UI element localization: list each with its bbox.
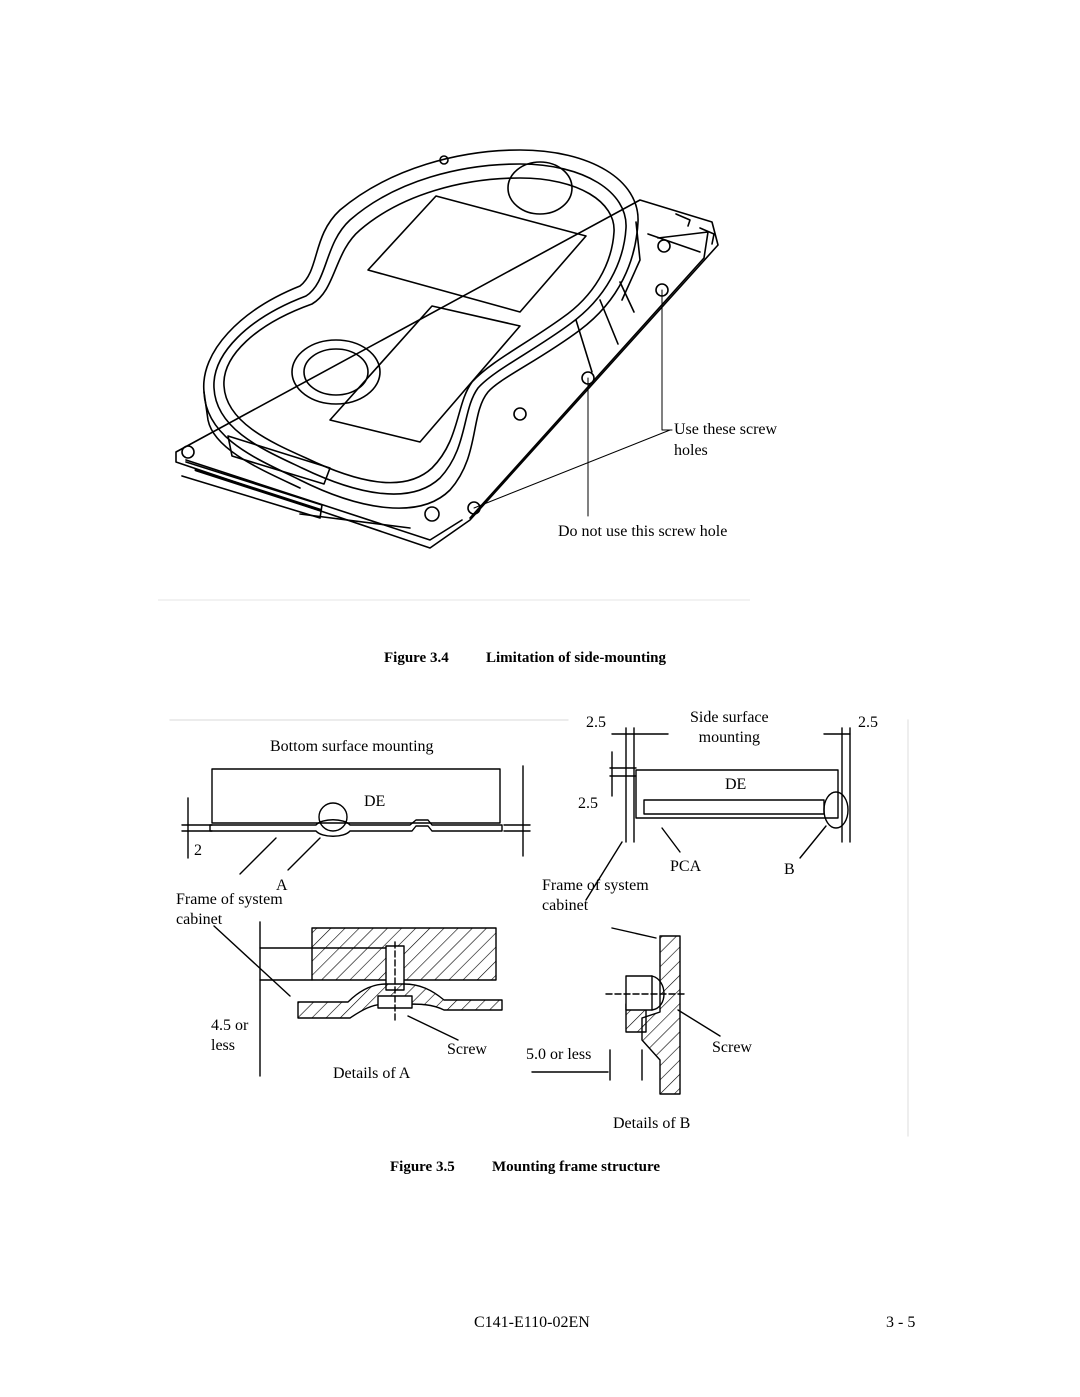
point-a-label: A — [276, 877, 288, 894]
bottom-surface-mounting-label: Bottom surface mounting — [270, 738, 434, 755]
dim-2-5-top-right: 2.5 — [858, 714, 878, 731]
details-of-b-label: Details of B — [613, 1115, 691, 1132]
screw-label-right: Screw — [712, 1039, 752, 1056]
side-surface-mounting-label: Side surface mounting — [690, 709, 769, 746]
dim-2-5-mid: 2.5 — [578, 795, 598, 812]
figure-3-5-caption: Figure 3.5 Mounting frame structure — [390, 1159, 661, 1175]
de-label-left: DE — [364, 793, 386, 810]
point-b-label: B — [784, 861, 795, 878]
dim-2-5-top-left: 2.5 — [586, 714, 606, 731]
dim-4-5-label: 4.5 or less — [211, 1017, 249, 1054]
dim-5-0-label: 5.0 or less — [526, 1046, 592, 1063]
details-of-a-label: Details of A — [333, 1065, 411, 1082]
screw-label-left: Screw — [447, 1041, 487, 1058]
dim-2-label: 2 — [194, 842, 202, 859]
do-not-use-screw-hole-label: Do not use this screw hole — [558, 523, 728, 540]
frame-of-system-cabinet-left: Frame of system cabinet — [176, 891, 283, 928]
frame-of-system-cabinet-right: Frame of system cabinet — [542, 877, 649, 914]
document-code: C141-E110-02EN — [474, 1314, 590, 1331]
figure-3-4-caption: Figure 3.4 Limitation of side-mounting — [384, 650, 667, 666]
pca-label: PCA — [670, 858, 702, 875]
use-screw-holes-label: Use these screw holes — [674, 421, 778, 459]
de-label-right: DE — [725, 776, 747, 793]
page-number: 3 - 5 — [886, 1314, 916, 1331]
